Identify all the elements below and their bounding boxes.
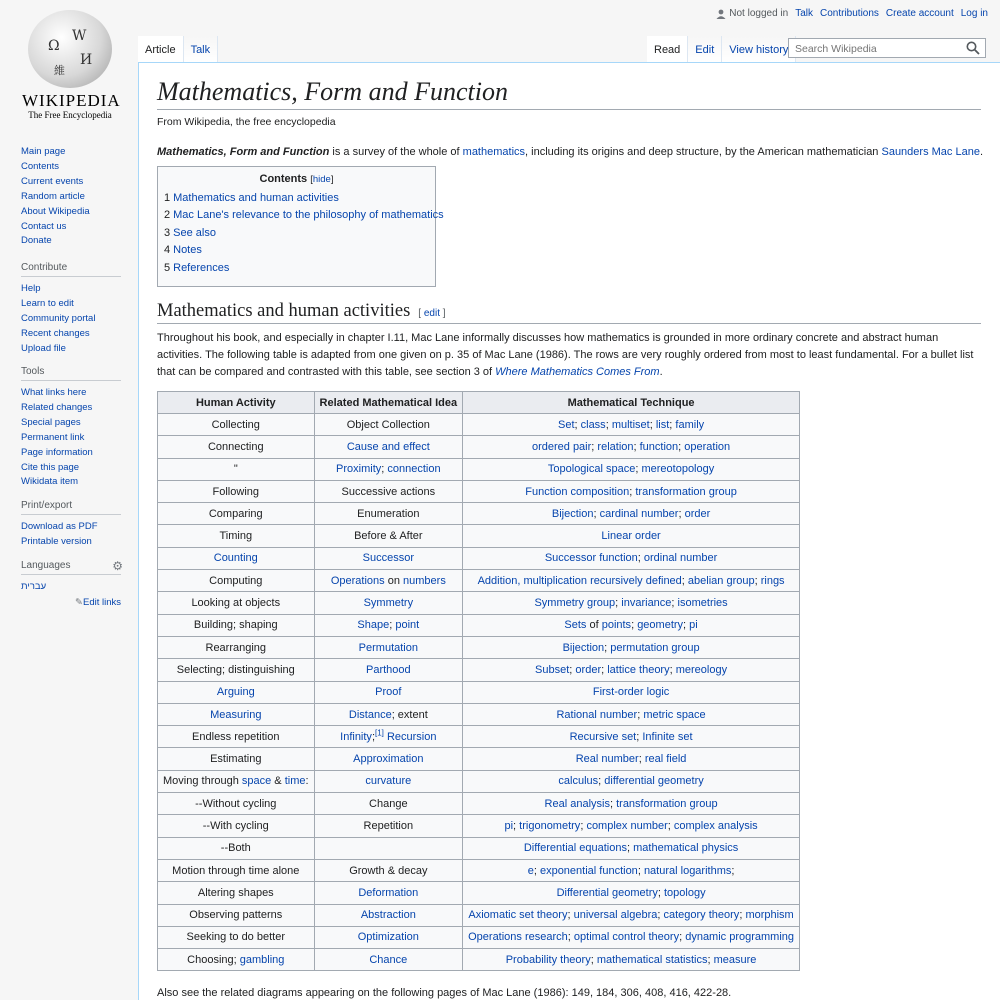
link-axiomatic-set-theory[interactable]: Axiomatic set theory <box>468 909 568 922</box>
personal-tools <box>716 8 988 19</box>
link-ordinal-number[interactable]: ordinal number <box>643 552 718 565</box>
search-box <box>788 38 986 58</box>
activity-cell: Moving through space & time: <box>158 770 315 792</box>
table-row <box>158 770 800 792</box>
technique-cell: Addition, multiplication recursively defined; abelian group; rings <box>463 570 800 592</box>
link-function[interactable]: function <box>639 440 679 453</box>
link-cardinal-number[interactable]: cardinal number <box>599 507 679 520</box>
activity-cell: Rearranging <box>158 636 315 658</box>
search-icon[interactable] <box>966 41 980 55</box>
wikipedia-logo[interactable] <box>22 10 121 120</box>
activity-cell: " <box>158 458 315 480</box>
print-heading: Print/export <box>21 500 121 515</box>
activity-cell <box>158 681 315 703</box>
toc-hide-link[interactable]: hide <box>312 174 331 185</box>
languages-heading: Languages <box>21 560 121 575</box>
link-first-order-logic[interactable]: First-order logic <box>592 686 670 699</box>
link-optimal-control-theory[interactable]: optimal control theory <box>573 931 680 944</box>
link-differential-geometry[interactable]: Differential geometry <box>556 886 658 899</box>
column-header: Human Activity <box>158 392 315 414</box>
technique-cell: calculus; differential geometry <box>463 770 800 792</box>
link-points[interactable]: points <box>601 619 632 632</box>
table-row <box>158 793 800 815</box>
sidebar-item-learn-to-edit[interactable]: Learn to edit <box>21 297 74 309</box>
table-row <box>158 636 800 658</box>
link-universal-algebra[interactable]: universal algebra <box>573 909 658 922</box>
sidebar-item-main-page[interactable]: Main page <box>21 146 66 157</box>
table-row <box>158 703 800 725</box>
table-row <box>158 414 800 436</box>
toc-item[interactable]: 4 Notes <box>164 244 202 257</box>
sidebar-item-printable-version[interactable]: Printable version <box>21 535 92 547</box>
idea-cell: Shape; point <box>314 614 463 636</box>
sidebar-item-recent-changes[interactable]: Recent changes <box>21 327 90 339</box>
link-invariance[interactable]: invariance <box>621 597 672 610</box>
technique-cell: Probability theory; mathematical statistics; measure <box>463 949 800 971</box>
technique-cell: Operations research; optimal control theory; dynamic programming <box>463 926 800 948</box>
technique-cell: Subset; order; lattice theory; mereology <box>463 659 800 681</box>
log-in-link[interactable]: Log in <box>960 8 988 19</box>
idea-cell: Infinity;[1] Recursion <box>314 726 463 748</box>
wordmark: WIKIPEDIA <box>22 91 121 110</box>
talk-link[interactable]: Talk <box>795 8 813 19</box>
activity-cell: Looking at objects <box>158 592 315 614</box>
link-bijection[interactable]: Bijection <box>562 641 605 654</box>
activity-cell: Seeking to do better <box>158 926 315 948</box>
gear-icon[interactable]: ⚙ <box>112 559 123 573</box>
link-abstraction[interactable]: Abstraction <box>360 909 416 922</box>
idea-cell <box>314 904 463 926</box>
idea-cell: Successive actions <box>314 480 463 502</box>
idea-cell: Distance; extent <box>314 703 463 725</box>
saunders-mac-lane-link[interactable]: Saunders Mac Lane <box>881 146 980 158</box>
link-measure[interactable]: measure <box>713 953 757 966</box>
tab-read[interactable]: Read <box>647 36 688 62</box>
activity-cell: Timing <box>158 525 315 547</box>
activity-cell <box>158 547 315 569</box>
link-real-field[interactable]: real field <box>644 753 687 766</box>
table-row <box>158 458 800 480</box>
activity-cell: Comparing <box>158 503 315 525</box>
link-infinite-set[interactable]: Infinite set <box>642 730 693 743</box>
idea-cell: Before & After <box>314 525 463 547</box>
activity-cell <box>158 703 315 725</box>
sidebar-item-current-events[interactable]: Current events <box>21 175 84 187</box>
link-trigonometry[interactable]: trigonometry <box>519 819 581 832</box>
sidebar-item-help[interactable]: Help <box>21 283 41 294</box>
link-complex-number[interactable]: complex number <box>586 819 668 832</box>
link-pi[interactable]: pi <box>504 819 514 832</box>
pencil-icon: ✎ <box>75 596 83 608</box>
link-order[interactable]: order <box>684 507 711 520</box>
languages-portal <box>21 560 121 608</box>
sidebar-item-upload-file[interactable]: Upload file <box>21 342 66 354</box>
link-class[interactable]: class <box>580 418 606 431</box>
tab-article[interactable]: Article <box>138 36 184 62</box>
link-shape[interactable]: Shape <box>357 619 390 632</box>
technique-cell: Sets of points; geometry; pi <box>463 614 800 636</box>
search-input[interactable] <box>793 40 967 58</box>
table-row <box>158 726 800 748</box>
idea-cell: Object Collection <box>314 414 463 436</box>
technique-cell <box>463 681 800 703</box>
technique-cell: Bijection; permutation group <box>463 636 800 658</box>
table-row <box>158 614 800 636</box>
technique-cell: Bijection; cardinal number; order <box>463 503 800 525</box>
technique-cell <box>463 525 800 547</box>
link-multiset[interactable]: multiset <box>611 418 650 431</box>
tab-talk[interactable]: Talk <box>184 36 219 62</box>
link-chance[interactable]: Chance <box>369 953 408 966</box>
toc-item[interactable]: 5 References <box>164 261 230 274</box>
link-transformation-group[interactable]: transformation group <box>635 485 737 498</box>
table-row <box>158 480 800 502</box>
link-relation[interactable]: relation <box>597 440 634 453</box>
lead-paragraph: Mathematics, Form and Function is a survey of the whole of mathematics, including its origins and deep structure, by the American mathematician Saunders Mac Lane. <box>157 146 983 158</box>
technique-cell: Recursive set; Infinite set <box>463 726 800 748</box>
link-sets[interactable]: Sets <box>564 619 587 632</box>
link-operations-research[interactable]: Operations research <box>468 931 568 944</box>
activity-cell: Observing patterns <box>158 904 315 926</box>
tab-edit[interactable]: Edit <box>688 36 722 62</box>
technique-cell: Differential geometry; topology <box>463 882 800 904</box>
table-row <box>158 748 800 770</box>
link-successor[interactable]: Successor <box>362 552 414 565</box>
link-probability-theory[interactable]: Probability theory <box>505 953 591 966</box>
activity-cell: Collecting <box>158 414 315 436</box>
table-row <box>158 904 800 926</box>
link-deformation[interactable]: Deformation <box>358 886 419 899</box>
idea-cell: Change <box>314 793 463 815</box>
activity-cell: --With cycling <box>158 815 315 837</box>
table-row <box>158 570 800 592</box>
idea-cell <box>314 949 463 971</box>
link-parthood[interactable]: Parthood <box>366 663 411 676</box>
link-rings[interactable]: rings <box>760 574 785 587</box>
idea-cell <box>314 636 463 658</box>
link-gambling[interactable]: gambling <box>239 953 285 966</box>
idea-cell <box>314 837 463 859</box>
activity-cell: Choosing; gambling <box>158 949 315 971</box>
link-topology[interactable]: topology <box>663 886 706 899</box>
link-set[interactable]: Set <box>557 418 575 431</box>
sidebar-item-wikidata-item[interactable]: Wikidata item <box>21 476 79 488</box>
technique-cell: Successor function; ordinal number <box>463 547 800 569</box>
sidebar-item-special-pages[interactable]: Special pages <box>21 416 81 428</box>
link-successor-function[interactable]: Successor function <box>544 552 638 565</box>
link-infinity[interactable]: Infinity <box>340 730 372 743</box>
link-differential-geometry[interactable]: differential geometry <box>604 775 704 788</box>
contribute-portal <box>21 262 121 357</box>
link-operation[interactable]: operation <box>684 440 731 453</box>
link-ordered-pair[interactable]: ordered pair <box>531 440 592 453</box>
link-symmetry-group[interactable]: Symmetry group <box>534 597 616 610</box>
table-row <box>158 592 800 614</box>
idea-cell <box>314 882 463 904</box>
table-row <box>158 859 800 881</box>
idea-cell <box>314 436 463 458</box>
link-numbers[interactable]: numbers <box>403 574 446 587</box>
link-approximation[interactable]: Approximation <box>353 753 424 766</box>
link-bijection[interactable]: Bijection <box>551 507 594 520</box>
link-permutation[interactable]: Permutation <box>358 641 418 654</box>
link-abelian-group[interactable]: abelian group <box>687 574 755 587</box>
table-row <box>158 659 800 681</box>
link-arguing[interactable]: Arguing <box>216 686 255 699</box>
view-tabs <box>647 36 796 62</box>
technique-cell: Set; class; multiset; list; family <box>463 414 800 436</box>
link-function-composition[interactable]: Function composition <box>525 485 630 498</box>
idea-cell <box>314 748 463 770</box>
link-recursion[interactable]: Recursion <box>386 730 437 743</box>
table-row <box>158 436 800 458</box>
link-mathematical-statistics[interactable]: mathematical statistics <box>596 953 708 966</box>
technique-cell: Differential equations; mathematical physics <box>463 837 800 859</box>
activity-cell: Selecting; distinguishing <box>158 659 315 681</box>
link-mereotopology[interactable]: mereotopology <box>641 463 715 476</box>
link-proximity[interactable]: Proximity <box>336 463 382 476</box>
sidebar-item-random-article[interactable]: Random article <box>21 190 85 202</box>
link-symmetry[interactable]: Symmetry <box>363 597 414 610</box>
footnote-link[interactable]: [1] <box>375 728 384 738</box>
table-row <box>158 926 800 948</box>
link-list[interactable]: list <box>655 418 670 431</box>
link-distance[interactable]: Distance <box>348 708 392 721</box>
activity-cell: --Without cycling <box>158 793 315 815</box>
link-category-theory[interactable]: category theory <box>663 909 740 922</box>
sidebar-item-about-wikipedia[interactable]: About Wikipedia <box>21 205 90 217</box>
technique-cell: Symmetry group; invariance; isometries <box>463 592 800 614</box>
technique-cell: Real number; real field <box>463 748 800 770</box>
toc-title: Contents <box>259 173 308 185</box>
technique-cell: ordered pair; relation; function; operation <box>463 436 800 458</box>
toc-item[interactable]: 1 Mathematics and human activities <box>164 192 339 204</box>
idea-cell <box>314 592 463 614</box>
tab-view-history[interactable]: View history <box>722 36 796 62</box>
idea-cell: Growth & decay <box>314 859 463 881</box>
technique-cell: Axiomatic set theory; universal algebra; category theory; morphism <box>463 904 800 926</box>
link-natural-logarithms[interactable]: natural logarithms <box>643 864 732 877</box>
mathematics-link[interactable]: mathematics <box>462 146 526 158</box>
lang-item-item[interactable]: עברית <box>21 581 47 592</box>
link-proof[interactable]: Proof <box>375 686 402 699</box>
link-differential-equations[interactable]: Differential equations <box>523 842 627 855</box>
activity-cell: Motion through time alone <box>158 859 315 881</box>
link-connection[interactable]: connection <box>387 463 441 476</box>
contributions-link[interactable]: Contributions <box>820 8 879 19</box>
technique-cell: Topological space; mereotopology <box>463 458 800 480</box>
link-isometries[interactable]: isometries <box>677 597 728 610</box>
link-transformation-group[interactable]: transformation group <box>616 797 718 810</box>
sidebar-item-page-information[interactable]: Page information <box>21 446 93 458</box>
activity-cell: Connecting <box>158 436 315 458</box>
globe-icon: Ω W И 維 <box>28 10 112 88</box>
column-header: Mathematical Technique <box>463 392 800 414</box>
sidebar-item-community-portal[interactable]: Community portal <box>21 312 96 324</box>
link-linear-order[interactable]: Linear order <box>601 530 661 543</box>
link-exponential-function[interactable]: exponential function <box>539 864 638 877</box>
link-time[interactable]: time <box>284 775 306 788</box>
link-dynamic-programming[interactable]: dynamic programming <box>685 931 795 944</box>
technique-cell: Real analysis; transformation group <box>463 793 800 815</box>
sidebar-item-related-changes[interactable]: Related changes <box>21 401 93 413</box>
link-optimization[interactable]: Optimization <box>357 931 419 944</box>
activities-table <box>157 391 800 971</box>
link-real-number[interactable]: Real number <box>575 753 639 766</box>
table-row <box>158 503 800 525</box>
not-logged-in: Not logged in <box>716 8 788 19</box>
link-space[interactable]: space <box>241 775 272 788</box>
idea-cell <box>314 659 463 681</box>
link-operations[interactable]: Operations <box>330 574 385 587</box>
table-row <box>158 837 800 859</box>
toc-item[interactable]: 3 See also <box>164 226 216 239</box>
activity-cell: Following <box>158 480 315 502</box>
link-curvature[interactable]: curvature <box>365 775 412 788</box>
link-subset[interactable]: Subset <box>535 663 570 676</box>
idea-cell: Proximity; connection <box>314 458 463 480</box>
where-math-comes-from-link[interactable]: Where Mathematics Comes From <box>495 366 660 378</box>
table-row <box>158 882 800 904</box>
tools-portal <box>21 366 121 490</box>
edit-links[interactable]: ✎Edit links <box>75 596 121 608</box>
technique-cell: Rational number; metric space <box>463 703 800 725</box>
link-permutation-group[interactable]: permutation group <box>610 641 700 654</box>
toc-item[interactable]: 2 Mac Lane's relevance to the philosophy of mathematics <box>164 209 444 222</box>
table-row <box>158 949 800 971</box>
link-morphism[interactable]: morphism <box>745 909 794 922</box>
link-recursive-set[interactable]: Recursive set <box>569 730 637 743</box>
link-mathematical-physics[interactable]: mathematical physics <box>633 842 739 855</box>
section-heading: Mathematics and human activities [ edit ] <box>157 301 981 324</box>
technique-cell: e; exponential function; natural logarithms; <box>463 859 800 881</box>
sidebar-item-contact-us[interactable]: Contact us <box>21 220 67 232</box>
idea-cell <box>314 681 463 703</box>
section-paragraph: Throughout his book, and especially in chapter I.11, Mac Lane informally discusses how mathematics is grounded in more ordinary concrete and abstract human activities. The following table is adapted from one given on p. 35 of Mac Lane (1986). The rows are very roughly ordered from most to least fundamental. For a bullet list that can be compared and contrasted with this table, see section 3 of Where Mathematics Comes From. <box>157 332 974 378</box>
link-rational-number[interactable]: Rational number <box>556 708 638 721</box>
technique-cell: pi; trigonometry; complex number; complex analysis <box>463 815 800 837</box>
table-row <box>158 525 800 547</box>
link-metric-space[interactable]: metric space <box>643 708 706 721</box>
idea-cell: Enumeration <box>314 503 463 525</box>
link-mereology[interactable]: mereology <box>675 663 728 676</box>
link-e[interactable]: e <box>527 864 534 877</box>
table-of-contents: Contents [hide] 1 Mathematics and human activities 2 Mac Lane's relevance to the philosophy of mathematics 3 See also 4 Notes 5 References <box>157 166 436 287</box>
sidebar-item-what-links-here[interactable]: What links here <box>21 387 87 398</box>
idea-cell: Repetition <box>314 815 463 837</box>
idea-cell <box>314 926 463 948</box>
table-row <box>158 681 800 703</box>
link-addition-multiplication-recursively-defined[interactable]: Addition, multiplication recursively defined <box>477 574 682 587</box>
table-row <box>158 547 800 569</box>
activity-cell: Building; shaping <box>158 614 315 636</box>
idea-cell: Operations on numbers <box>314 570 463 592</box>
sidebar-item-contents[interactable]: Contents <box>21 160 60 172</box>
link-counting[interactable]: Counting <box>213 552 258 565</box>
create-account-link[interactable]: Create account <box>885 8 954 19</box>
user-icon <box>716 9 726 19</box>
idea-cell <box>314 547 463 569</box>
activity-cell: --Both <box>158 837 315 859</box>
tools-heading: Tools <box>21 366 121 381</box>
idea-cell <box>314 770 463 792</box>
activity-cell: Estimating <box>158 748 315 770</box>
table-row <box>158 815 800 837</box>
sidebar-item-download-as-pdf[interactable]: Download as PDF <box>21 521 98 532</box>
edit-section-link[interactable]: edit <box>423 308 440 319</box>
main-content <box>138 62 1000 1000</box>
sidebar-item-cite-this-page[interactable]: Cite this page <box>21 461 80 473</box>
sidebar-item-donate[interactable]: Donate <box>21 235 52 247</box>
nav-portal <box>21 145 121 249</box>
print-portal <box>21 500 121 550</box>
tagline: The Free Encyclopedia <box>28 110 112 120</box>
link-lattice-theory[interactable]: lattice theory <box>607 663 670 676</box>
sidebar <box>0 0 138 1000</box>
link-point[interactable]: point <box>395 619 420 632</box>
page-title: Mathematics, Form and Function <box>157 77 981 110</box>
link-geometry[interactable]: geometry <box>637 619 684 632</box>
activity-cell: Computing <box>158 570 315 592</box>
link-measuring[interactable]: Measuring <box>210 708 262 721</box>
activity-cell: Endless repetition <box>158 726 315 748</box>
namespace-tabs <box>138 36 218 62</box>
activity-cell: Altering shapes <box>158 882 315 904</box>
link-pi[interactable]: pi <box>689 619 698 632</box>
link-order[interactable]: order <box>575 663 602 676</box>
technique-cell: Function composition; transformation group <box>463 480 800 502</box>
footer-note: Also see the related diagrams appearing on the following pages of Mac Lane (1986): 149, 184, 306, 408, 416, 422-28. <box>157 987 732 999</box>
site-sub: From Wikipedia, the free encyclopedia <box>157 116 336 128</box>
column-header: Related Mathematical Idea <box>314 392 463 414</box>
link-calculus[interactable]: calculus <box>558 775 599 788</box>
link-family[interactable]: family <box>675 418 705 431</box>
link-cause-and-effect[interactable]: Cause and effect <box>346 440 430 453</box>
link-topological-space[interactable]: Topological space <box>547 463 636 476</box>
sidebar-item-permanent-link[interactable]: Permanent link <box>21 431 85 443</box>
link-complex-analysis[interactable]: complex analysis <box>673 819 758 832</box>
contribute-heading: Contribute <box>21 262 121 277</box>
link-real-analysis[interactable]: Real analysis <box>544 797 610 810</box>
